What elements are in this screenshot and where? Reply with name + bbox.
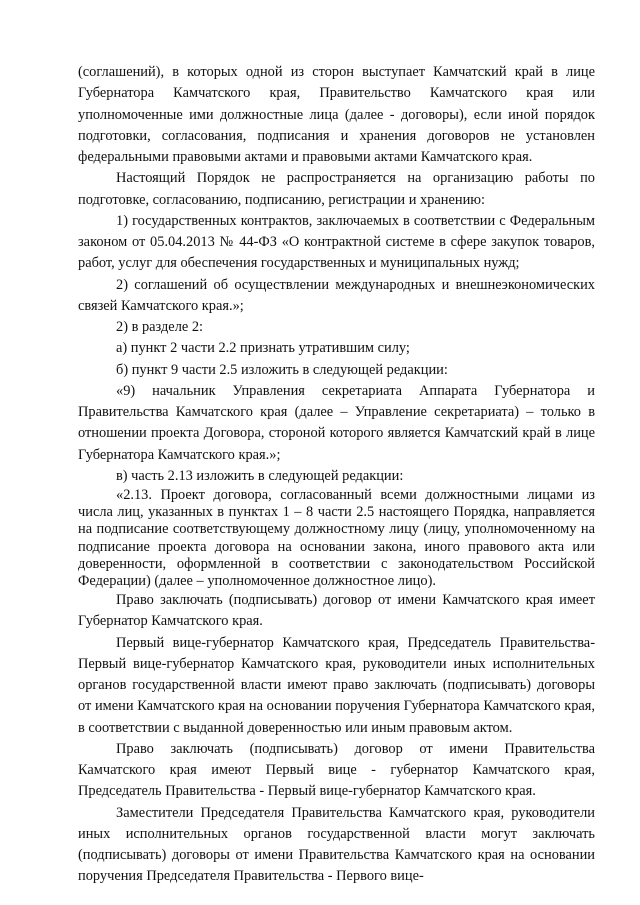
paragraph-scope: (соглашений), в которых одной из сторон выступает Камчатский край в лице Губернатора Камчатского края, Правительство Камчатского края или уполномоченные ими должностные лица (далее - договоры), если иной порядок подготовки, согласования, подписания и хранения договоров не установлен федеральными правовыми актами и правовыми актами Камчатского края. [78,64,595,165]
paragraph-quote-2-13: «2.13. Проект договора, согласованный всеми должностными лицами из числа лиц, указанных в пунктах 1 – 8 части 2.5 настоящего Порядка, направляется на подписание соответствующему должностному лицу (лицу, уполномоченному на подписание проекта договора на основании закона, иного правового акта или доверенности, оформленной в соответствии с законодательством Российской Федерации) (далее – уполномоченное должностное лицо). [78,487,595,590]
paragraph-subitem-v: в) часть 2.13 изложить в следующей редакции: [116,467,404,484]
paragraph-government-right: Право заключать (подписывать) договор от имени Правительства Камчатского края имеют Первый вице - губернатор Камчатского края, Председатель Правительства - Первый вице-губернатор Камчатского края. [78,740,595,800]
paragraph-exclusions-intro: Настоящий Порядок не распространяется на организацию работы по подготовке, согласованию, подписанию, регистрации и хранению: [78,170,595,208]
document-page [78,62,595,888]
paragraph-item-1: 1) государственных контрактов, заключаемых в соответствии с Федеральным законом от 05.04.2013 № 44-ФЗ «О контрактной системе в сфере закупок товаров, работ, услуг для обеспечения государственных и муниципальных нужд; [78,212,595,272]
paragraph-first-vice-governor: Первый вице-губернатор Камчатского края, Председатель Правительства-Первый вице-губернатор Камчатского края, руководители иных исполнительных органов государственной власти имеют право заключать (подписывать) договоры от имени Камчатского края на основании поручения Губернатора Камчатского края, в соответствии с выданной доверенностью или иным правовым актом. [78,634,595,736]
paragraph-quote-9: «9) начальник Управления секретариата Аппарата Губернатора и Правительства Камчатского края (далее – Управление секретариата) – только в отношении проекта Договора, стороной которого является Камчатский край в лице Губернатора Камчатского края.»; [78,382,595,463]
paragraph-subitem-b: б) пункт 9 части 2.5 изложить в следующей редакции: [116,361,448,378]
paragraph-item-2: 2) соглашений об осуществлении международных и внешнеэкономических связей Камчатского края.»; [78,276,595,314]
paragraph-section-2: 2) в разделе 2: [116,319,204,335]
paragraph-deputies: Заместители Председателя Правительства Камчатского края, руководители иных исполнительных органов государственной власти могут заключать (подписывать) договоры от имени Правительства Камчатского края на основании поручения Председателя Правительства - Первого вице- [78,804,595,885]
paragraph-governor-right: Право заключать (подписывать) договор от имени Камчатского края имеет Губернатор Камчатского края. [78,592,595,630]
paragraph-subitem-a: а) пункт 2 части 2.2 признать утратившим силу; [116,340,410,357]
